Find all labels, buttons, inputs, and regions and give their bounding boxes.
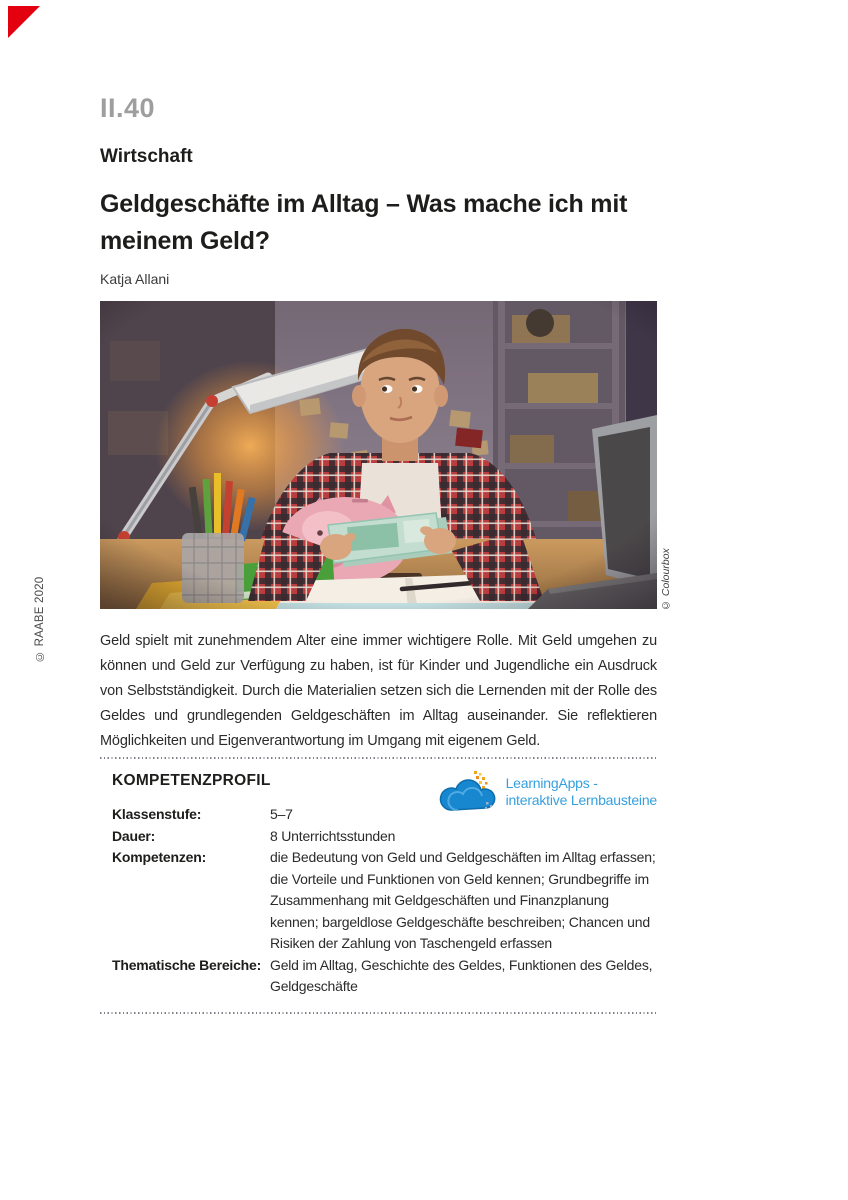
separator-bottom: [100, 1012, 657, 1014]
row-value: Geld im Alltag, Geschichte des Geldes, Funktionen des Geldes, Geldgeschäfte: [270, 956, 653, 994]
raabe-corner-triangle-icon: [8, 6, 42, 40]
row-label: Kompetenzen:: [112, 849, 207, 865]
subject-heading: Wirtschaft: [100, 146, 193, 167]
profile-row-kompetenzen: [100, 847, 657, 955]
page-content: [100, 0, 672, 1200]
raabe-copyright: © RAABE 2020: [34, 576, 46, 662]
learningapps-cloud-icon: [438, 770, 500, 814]
cover-photo-illustration: [100, 301, 657, 609]
learningapps-label: [506, 775, 657, 809]
photo-credit: © Colourbox: [660, 548, 672, 611]
profile-row-thematische-bereiche: [100, 955, 657, 998]
learningapps-logo: [438, 770, 657, 814]
profile-heading: KOMPETENZPROFIL: [112, 772, 271, 789]
separator-top: [100, 757, 657, 759]
author-name: Katja Allani: [100, 271, 170, 287]
row-label: Thematische Bereiche:: [112, 956, 262, 973]
learningapps-label-line2: interaktive Lernbausteine: [505, 792, 657, 808]
section-number: II.40: [100, 93, 156, 123]
competence-profile: [100, 772, 657, 998]
row-value: 8 Unterrichtsstunden: [270, 827, 396, 844]
page-title: [100, 186, 627, 260]
cover-photo: [100, 301, 657, 609]
profile-row-dauer: [100, 826, 657, 848]
profile-table: [100, 804, 657, 998]
intro-paragraph: Geld spielt mit zunehmendem Alter eine immer wichtigere Rolle. Mit Geld umgehen zu können und Geld zur Verfügung zu haben, ist für Kinder und Jugendliche ein Ausdruck von Selbstständigkeit. Durch die Materialien setzen sich die Lernenden mit der Rolle des Geldes und grundlegenden Geldgeschäften im Alltag auseinander. Sie reflektieren Möglichkeiten und Eigenverantwortung im Umgang mit eigenem Geld.: [100, 633, 657, 749]
row-value: die Bedeutung von Geld und Geldgeschäften im Alltag erfassen; die Vorteile und Funktionen von Geld kennen; Grundbegriffe im Zusammenhang mit Geldgeschäften und Finanzplanung kennen; bargeldlose Geldgeschäfte beschreiben; Chancen und Risiken der Zahlung von Taschengeld erfassen: [270, 849, 656, 951]
title-line-1: Geldgeschäfte im Alltag – Was mache ich mit: [100, 190, 628, 218]
learningapps-label-line1: LearningApps -: [505, 775, 598, 791]
row-label: Klassenstufe:: [112, 806, 202, 822]
title-line-2: meinem Geld?: [100, 227, 270, 255]
row-label: Dauer:: [112, 827, 156, 844]
row-value: 5–7: [270, 806, 293, 822]
